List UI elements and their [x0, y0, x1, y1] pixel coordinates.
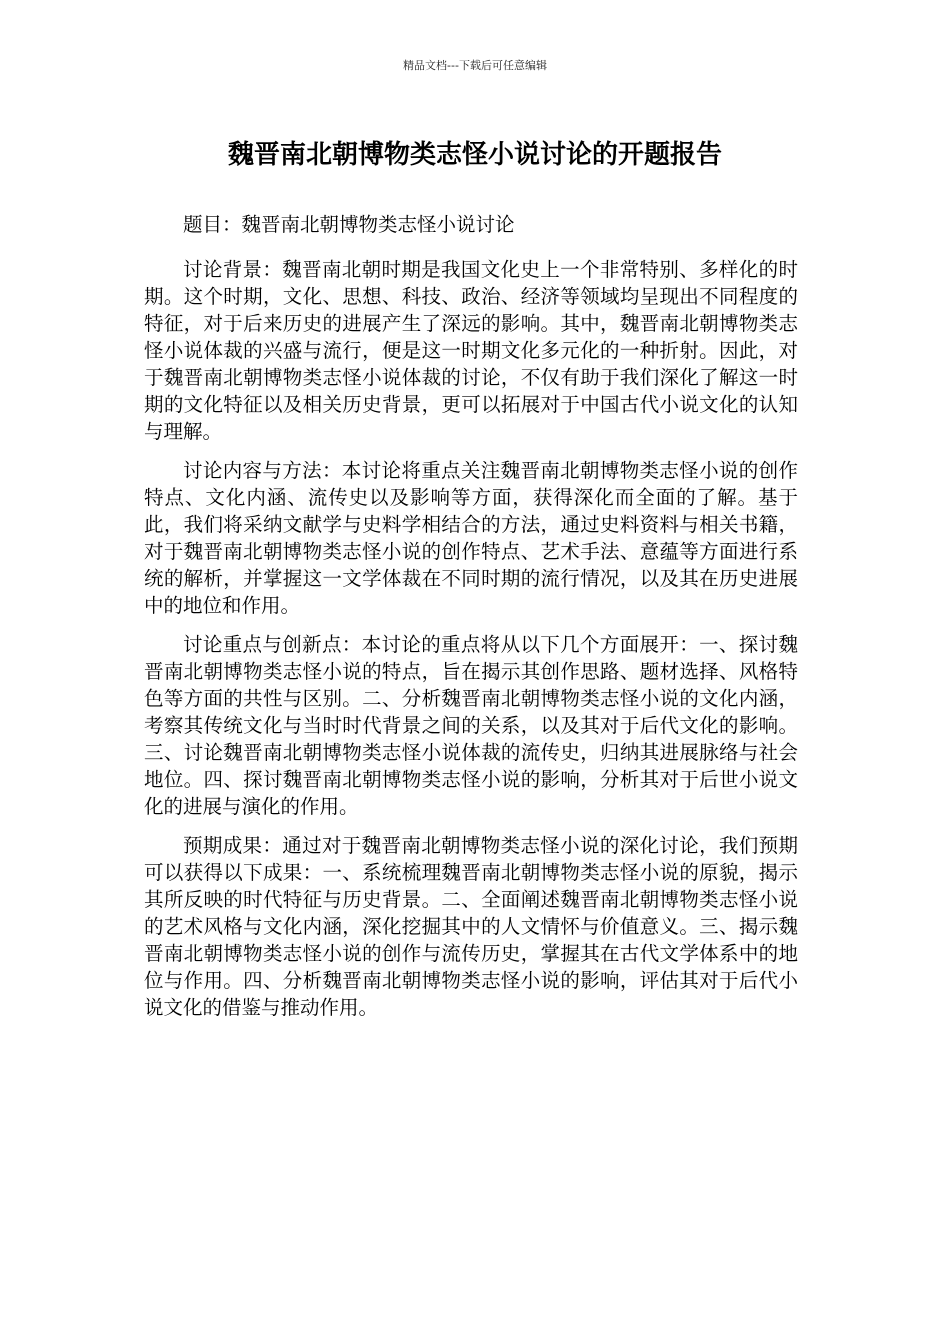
- document-title: 魏晋南北朝博物类志怪小说讨论的开题报告: [227, 140, 722, 170]
- paragraph-focus-innovation: 讨论重点与创新点：本讨论的重点将从以下几个方面展开：一、探讨魏晋南北朝博物类志怪小说的特点，旨在揭示其创作思路、题材选择、风格特色等方面的共性与区别。二、分析魏晋南北朝博物类志怪小说的文化内涵，考察其传统文化与当时时代背景之间的关系，以及其对于后代文化的影响。三、讨论魏晋南北朝博物类志怪小说体裁的流传史，归纳其进展脉络与社会地位。四、探讨魏晋南北朝博物类志怪小说的影响，分析其对于后世小说文化的进展与演化的作用。: [144, 633, 798, 818]
- subject-line: 题目：魏晋南北朝博物类志怪小说讨论: [183, 213, 515, 236]
- document-body: [144, 211, 798, 1033]
- paragraph-content-method: 讨论内容与方法：本讨论将重点关注魏晋南北朝博物类志怪小说的创作特点、文化内涵、流传史以及影响等方面，获得深化而全面的了解。基于此，我们将采纳文献学与史料学相结合的方法，通过史料资料与相关书籍，对于魏晋南北朝博物类志怪小说的创作特点、艺术手法、意蕴等方面进行系统的解析，并掌握这一文学体裁在不同时期的流行情况，以及其在历史进展中的地位和作用。: [144, 459, 798, 617]
- paragraph-background: 讨论背景：魏晋南北朝时期是我国文化史上一个非常特别、多样化的时期。这个时期，文化、思想、科技、政治、经济等领域均呈现出不同程度的特征，对于后来历史的进展产生了深远的影响。其中，魏晋南北朝博物类志怪小说体裁的兴盛与流行，便是这一时期文化多元化的一种折射。因此，对于魏晋南北朝博物类志怪小说体裁的讨论，不仅有助于我们深化了解这一时期的文化特征以及相关历史背景，更可以拓展对于中国古代小说文化的认知与理解。: [144, 258, 798, 443]
- header-note: 精品文档---下载后可任意编辑: [403, 59, 547, 72]
- paragraph-expected-results: 预期成果：通过对于魏晋南北朝博物类志怪小说的深化讨论，我们预期可以获得以下成果：一、系统梳理魏晋南北朝博物类志怪小说的原貌，揭示其所反映的时代特征与历史背景。二、全面阐述魏晋南北朝博物类志怪小说的艺术风格与文化内涵，深化挖掘其中的人文情怀与价值意义。三、揭示魏晋南北朝博物类志怪小说的创作与流传历史，掌握其在古代文学体系中的地位与作用。四、分析魏晋南北朝博物类志怪小说的影响，评估其对于后代小说文化的借鉴与推动作用。: [144, 834, 798, 1019]
